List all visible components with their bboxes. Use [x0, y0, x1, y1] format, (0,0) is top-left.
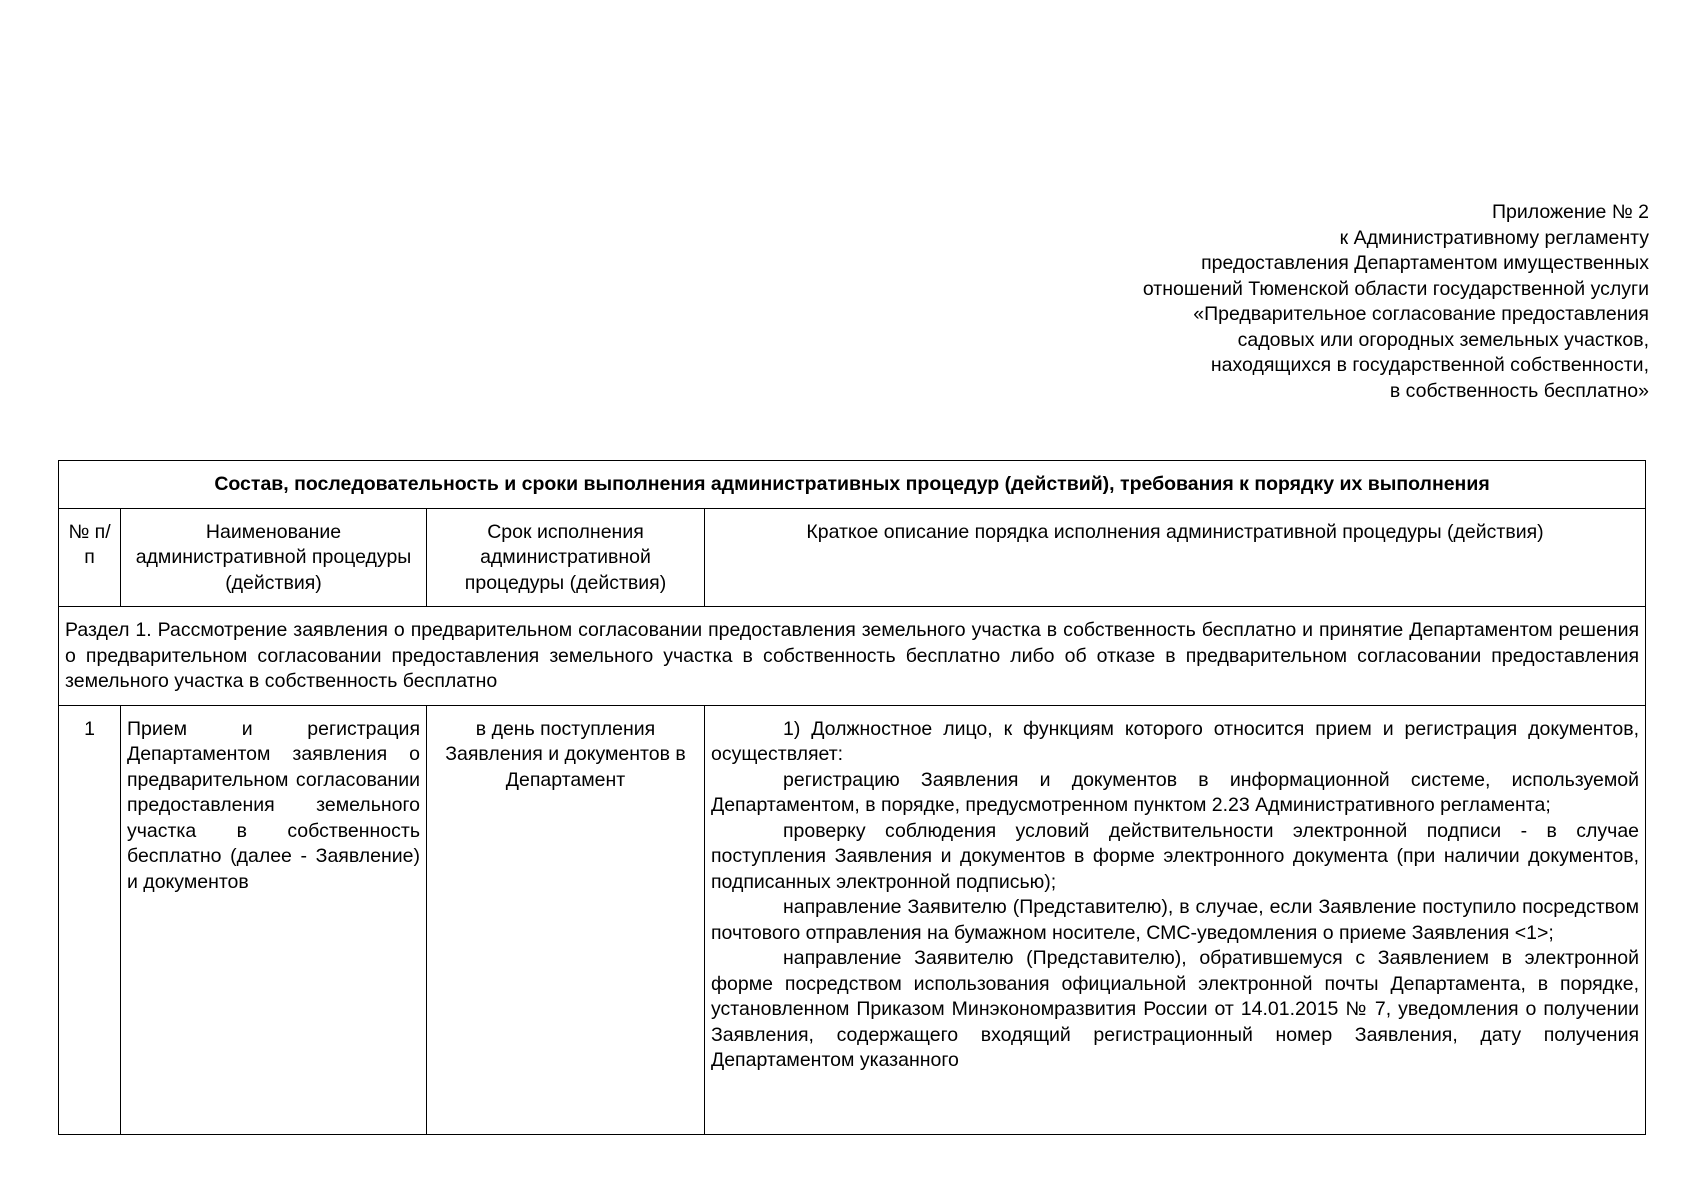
appendix-line: к Административному регламенту: [1339, 226, 1649, 249]
table-caption-row: [59, 461, 1646, 509]
header-num: № п/п: [59, 508, 121, 607]
table-caption: Состав, последовательность и сроки выполнения административных процедур (действий), требования к порядку их выполнения: [59, 461, 1646, 509]
appendix-line: в собственность бесплатно»: [1389, 379, 1649, 402]
description-paragraph: 1) Должностное лицо, к функциям которого относится прием и регистрация документов, осуществляет:: [711, 717, 1640, 765]
row-num: 1: [59, 705, 121, 1134]
header-name: Наименование административной процедуры (действия): [121, 508, 427, 607]
section-title: Раздел 1. Рассмотрение заявления о предварительном согласовании предоставления земельного участка в собственность бесплатно и принятие Департаментом решения о предварительном согласовании предоставления земельного участка в собственность бесплатно либо об отказе в предварительном согласовании предоставления земельного участка в собственность бесплатно: [59, 607, 1646, 706]
description-paragraph: направление Заявителю (Представителю), в случае, если Заявление поступило посредством почтового отправления на бумажном носителе, СМС-уведомления о приеме Заявления <1>;: [711, 896, 1640, 944]
table-row: [59, 705, 1646, 1134]
appendix-line: «Предварительное согласование предоставления: [1193, 303, 1649, 325]
row-term: в день поступления Заявления и документов в Департамент: [427, 705, 705, 1134]
row-description: [705, 705, 1646, 1134]
description-paragraph: направление Заявителю (Представителю), обратившемуся с Заявлением в электронной форме посредством использования официальной электронной почты Департамента, в порядке, установленном Приказом Минэкономразвития России от 14.01.2015 № 7, уведомления о получении Заявления, содержащего входящий регистрационный номер Заявления, дату получения Департаментом указанного: [711, 947, 1640, 1071]
description-paragraph: проверку соблюдения условий действительности электронной подписи - в случае поступления Заявления и документов в форме электронного документа (при наличии документов, подписанных электронной подписью);: [711, 819, 1640, 893]
header-term: Срок исполнения административной процедуры (действия): [427, 508, 705, 607]
appendix-line: садовых или огородных земельных участков,: [1237, 328, 1649, 351]
header-description: Краткое описание порядка исполнения административной процедуры (действия): [705, 508, 1646, 607]
appendix-line: Приложение № 2: [1492, 201, 1649, 223]
appendix-line: предоставления Департаментом имущественных: [1201, 252, 1649, 274]
appendix-line: отношений Тюменской области государственной услуги: [1142, 277, 1649, 300]
table-header-row: [59, 508, 1646, 607]
section-row: [59, 607, 1646, 706]
appendix-line: находящихся в государственной собственности,: [1210, 354, 1649, 376]
appendix-header: [949, 200, 1649, 404]
row-name: Прием и регистрация Департаментом заявления о предварительном согласовании предоставления земельного участка в собственность бесплатно (далее - Заявление) и документов: [121, 705, 427, 1134]
procedures-table: [58, 460, 1646, 1135]
description-paragraph: регистрацию Заявления и документов в информационной системе, используемой Департаментом, в порядке, предусмотренном пунктом 2.23 Административного регламента;: [711, 768, 1640, 816]
